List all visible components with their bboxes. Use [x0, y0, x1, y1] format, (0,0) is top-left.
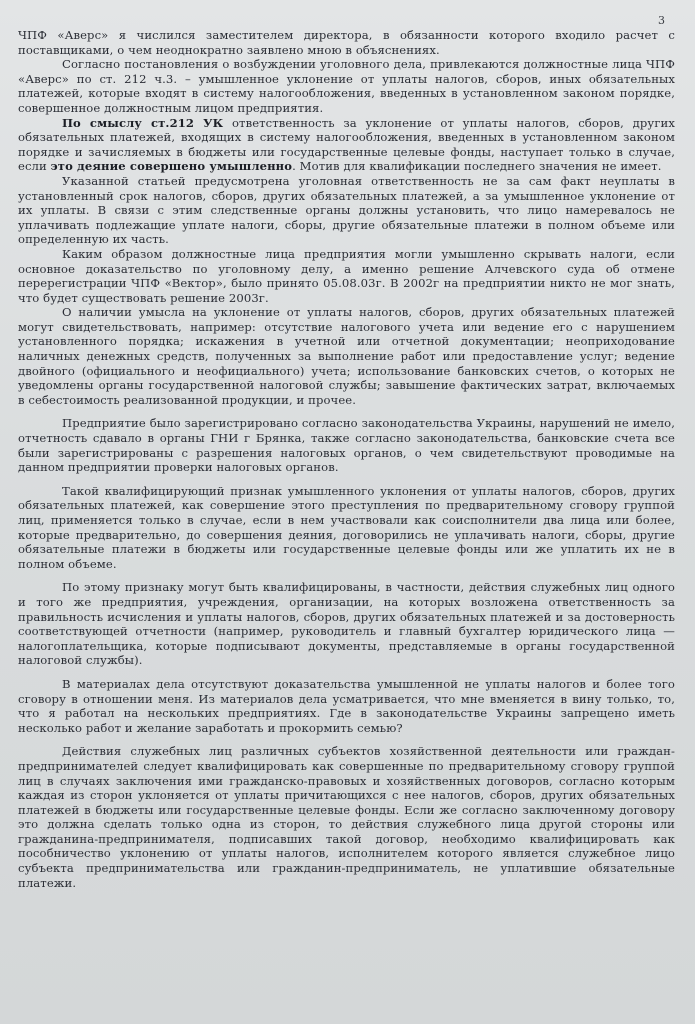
- paragraph-11: Действия служебных лиц различных субъектов хозяйственной деятельности или граждан-предпринимателей следует квалифицировать как совершенные по предварительному сговору группой лиц в случаях заключения ими гражданско-правовых и хозяйственных договоров, согласно которым каждая из сторон уклоняется от уплаты причитающихся с нее налогов, сборов, других обязательных платежей в бюджеты или государственные целевые фонды. Если же согласно заключенному договору это должна сделать только одна из сторон, то действия служебного лица другой стороны или гражданина-предпринимателя, подписавших такой договор, необходимо квалифицировать как пособничество уклонению от уплаты налогов, исполнителем которого является служебное лицо субъекта предпринимательства или гражданин-предприниматель, не уплатившие обязательные платежи.: [18, 744, 675, 890]
- paragraph-3-text-mid: ответственность за уклонение от уплаты налогов, сборов, других обязательных платежей, входящих в систему налогообложения, введенных в установленном законом порядке и зачисляемых в бюджеты или государственные целевые фонды, наступает только в случае, если: [18, 115, 675, 174]
- paragraph-4: Указанной статьей предусмотрена уголовная ответственность не за сам факт неуплаты в установленный срок налогов, сборов, других обязательных платежей, а за умышленное уклонение от их уплаты. В связи с этим следственные органы должны установить, что лицо намеревалось не уплачивать подлежащие уплате налоги, сборы, другие обязательные платежи в полном объеме или определенную их часть.: [18, 173, 675, 247]
- paragraph-6: О наличии умысла на уклонение от уплаты налогов, сборов, других обязательных платежей могут свидетельствовать, например: отсутствие налогового учета или ведение его с нарушением установленного порядка; искажения в учетной или отчетной документации; неоприходование наличных денежных средств, полученных за выполнение работ или предоставление услуг; ведение двойного (официального и неофициального) учета; использование банковских счетов, о которых не уведомлены органы государственной налоговой службы; завышение фактических затрат, включаемых в себестоимость реализованной продукции, и прочее.: [18, 305, 675, 407]
- page-number: 3: [658, 14, 665, 27]
- paragraph-9: По этому признаку могут быть квалифицированы, в частности, действия служебных лиц одного и того же предприятия, учреждения, организации, на которых возложена ответственность за правильность исчисления и уплаты налогов, сборов, других обязательных платежей и за достоверность соответствующей отчетности (например, руководитель и главный бухгалтер юридического лица — налогоплательщика, которые подписывают документы, представляемые в органы государственной налоговой службы).: [18, 580, 675, 668]
- paragraph-3-text-end: . Мотив для квалификации последнего значения не имеет.: [292, 159, 662, 174]
- paragraph-2: Согласно постановления о возбуждении уголовного дела, привлекаются должностные лица ЧПФ «Аверс» по ст. 212 ч.3. – умышленное уклонение от уплаты налогов, сборов, иных обязательных платежей, которые входят в систему налогообложения, введенных в установленном законом порядке, совершенное должностным лицом предприятия.: [18, 57, 675, 115]
- paragraph-8: Такой квалифицирующий признак умышленного уклонения от уплаты налогов, сборов, других обязательных платежей, как совершение этого преступления по предварительному сговору группой лиц, применяется только в случае, если в нем участвовали как соисполнители два лица или более, которые предварительно, до совершения деяния, договорились не уплачивать налоги, сборы, другие обязательные платежи в бюджеты или государственные целевые фонды или же уплатить их не в полном объеме.: [18, 483, 675, 571]
- paragraph-3: [18, 116, 675, 174]
- paragraph-5: Каким образом должностные лица предприятия могли умышленно скрывать налоги, если основное доказательство по уголовному делу, а именно решение Алчевского суда об отмене перерегистрации ЧПФ «Вектор», было принято 05.08.03г. В 2002г на предприятии никто не мог знать, что будет существовать решение 2003г.: [18, 246, 675, 305]
- paragraph-1: ЧПФ «Аверс» я числился заместителем директора, в обязанности которого входило расчет с поставщиками, о чем неоднократно заявлено мною в объяснениях.: [18, 28, 675, 57]
- paragraph-7: Предприятие было зарегистрировано согласно законодательства Украины, нарушений не имело, отчетность сдавало в органы ГНИ г Брянка, также согласно законодательства, банковские счета все были зарегистрированы с разрешения налоговых органов, о чем свидетельствуют проводимые на данном предприятии проверки налоговых органов.: [18, 416, 675, 475]
- paragraph-3-bold-prefix: По смыслу ст.212 УК: [62, 115, 224, 130]
- paragraph-10: В материалах дела отсутствуют доказательства умышленной не уплаты налогов и более того сговору в отношении меня. Из материалов дела усматривается, что мне вменяется в вину только, то, что я работал на нескольких предприятиях. Где в законодательстве Украины запрещено иметь несколько работ и желание заработать и прокормить семью?: [18, 676, 675, 735]
- paragraph-3-bold-mid: это деяние совершено умышленно: [50, 159, 293, 174]
